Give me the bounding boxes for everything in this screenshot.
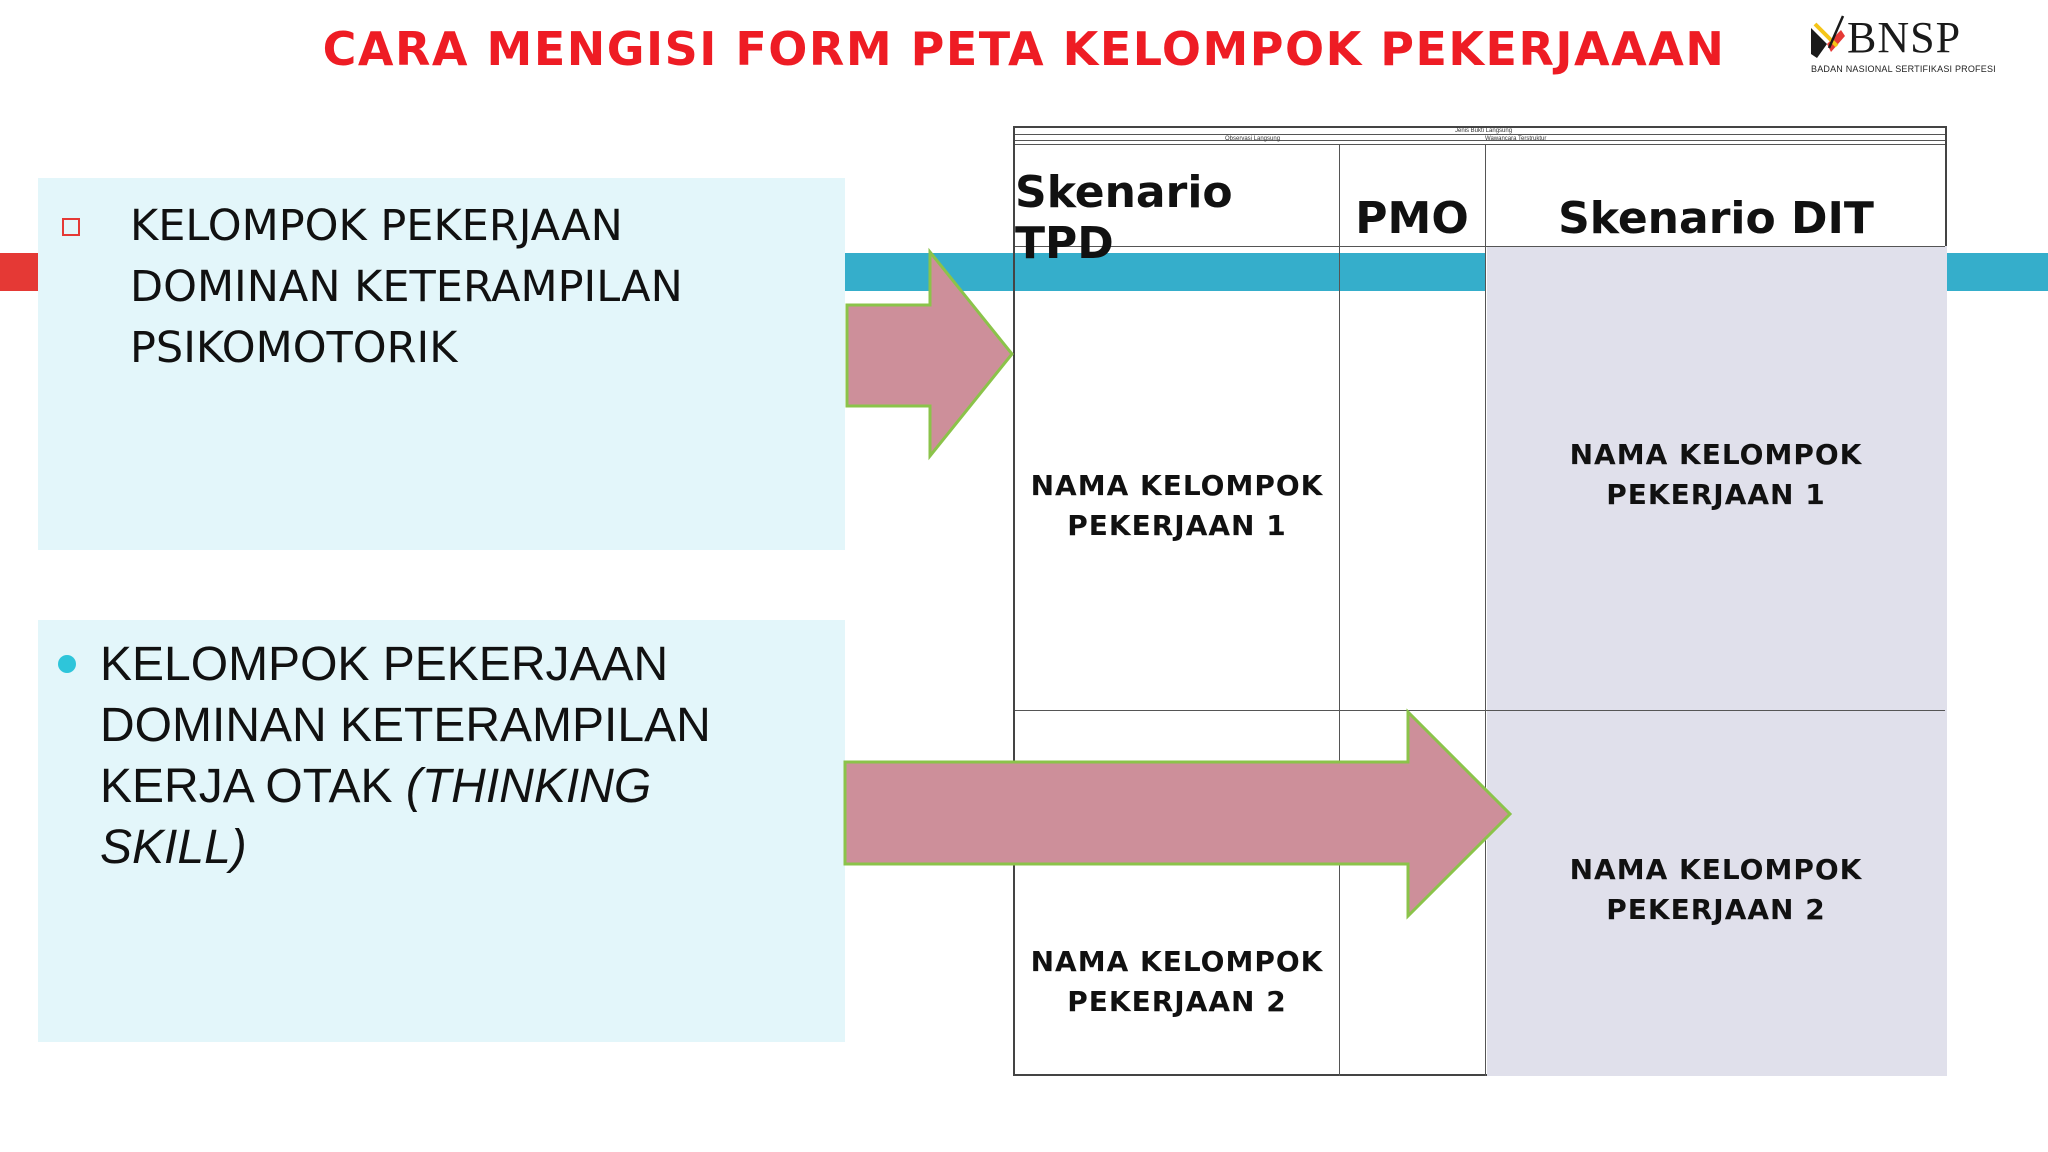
cell-line: NAMA KELOMPOK [1030, 945, 1324, 978]
panel2-line3-plain: KERJA OTAK [100, 760, 406, 813]
header-skenario-dit: Skenario DIT [1558, 192, 1874, 244]
cell-line: NAMA KELOMPOK [1030, 469, 1324, 502]
logo-name: BNSP [1847, 13, 1962, 62]
page-title: CARA MENGISI FORM PETA KELOMPOK PEKERJAAAN [322, 22, 1726, 76]
tiny-header-left: Observasi Langsung [1225, 136, 1281, 142]
cell-line: NAMA KELOMPOK [1569, 438, 1863, 471]
panel2-line: DOMINAN KETERAMPILAN [100, 699, 711, 752]
header-pmo: PMO [1355, 192, 1469, 244]
panel1-line: PSIKOMOTORIK [130, 323, 458, 373]
cell-line: NAMA KELOMPOK [1569, 853, 1863, 886]
panel1-line: KELOMPOK PEKERJAAN [130, 201, 623, 251]
cell-line: PEKERJAAN 2 [1067, 985, 1287, 1018]
header-skenario-tpd: Skenario TPD [1015, 167, 1233, 269]
panel1-line: DOMINAN KETERAMPILAN [130, 262, 683, 312]
cell-line: PEKERJAAN 1 [1067, 509, 1287, 542]
panel2-line: KELOMPOK PEKERJAAN [100, 638, 669, 691]
tiny-header-top: Jenis Bukti Langsung [1455, 128, 1513, 134]
tiny-header-right: Wawancara Terstruktur [1485, 136, 1547, 142]
panel2-line4-italic: SKILL) [100, 821, 247, 874]
panel2-line3-italic: (THINKING [405, 760, 652, 813]
cell-line: PEKERJAAN 2 [1606, 893, 1826, 926]
arrow-right-icon [847, 252, 1012, 456]
arrow-right-icon [845, 712, 1510, 916]
cell-line: PEKERJAAN 1 [1606, 478, 1826, 511]
logo-subtitle: BADAN NASIONAL SERTIFIKASI PROFESI [1811, 64, 1996, 74]
